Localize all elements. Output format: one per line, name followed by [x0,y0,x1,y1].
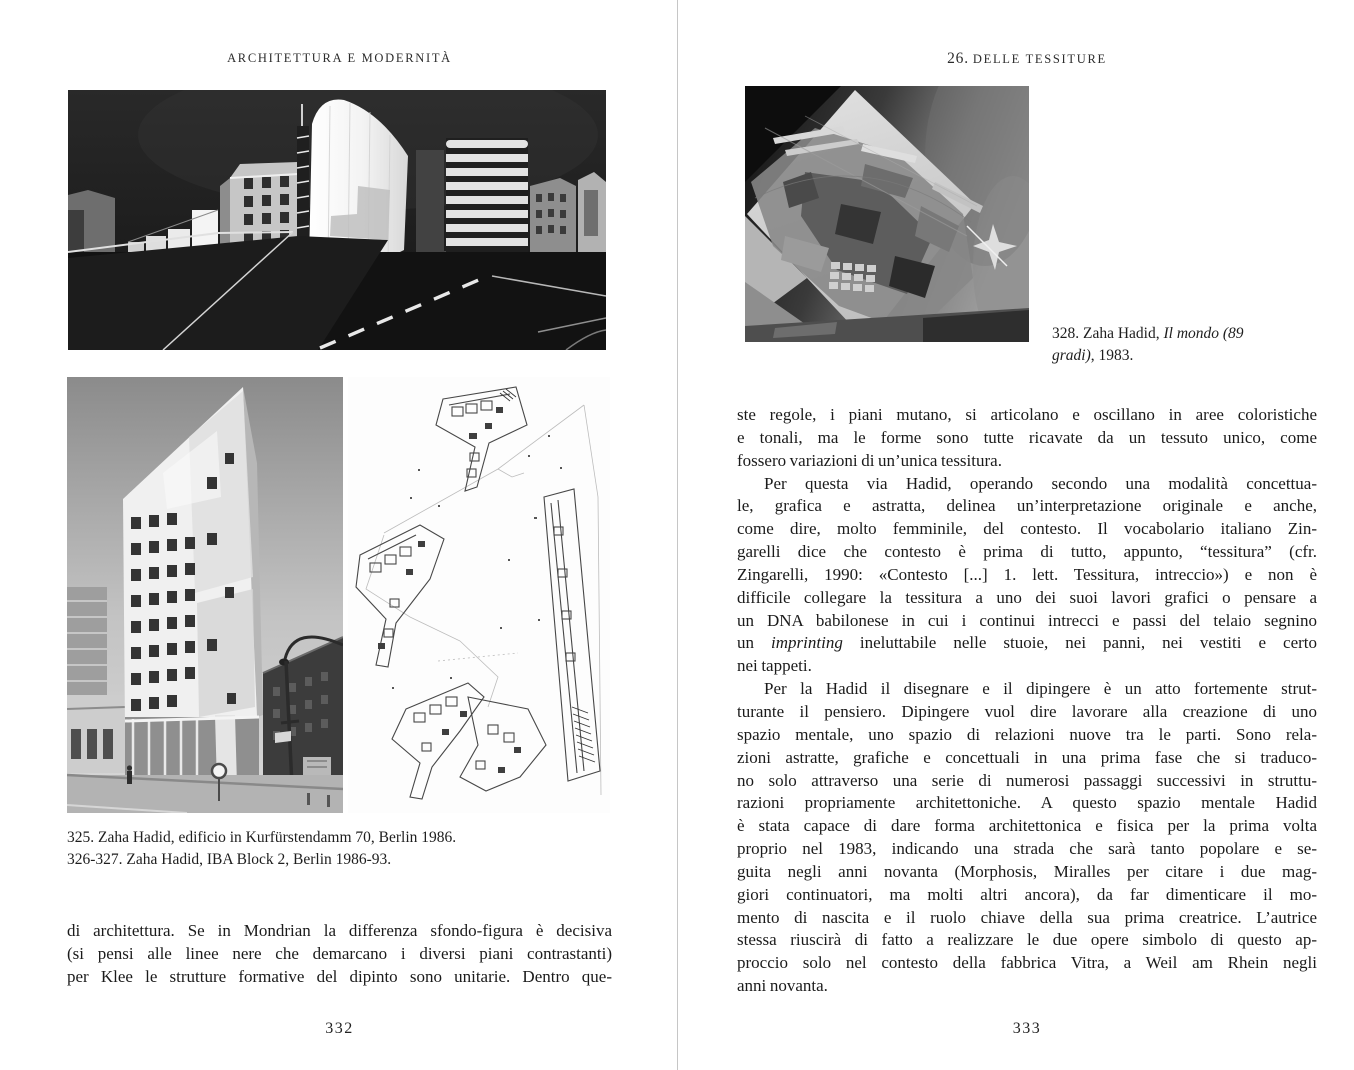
text-line: di architettura. Se in Mondrian la differenza sfondo-figura è decisiva [67,921,612,940]
text-line: (si pensi alle linee nere che demarcano i diversi piani contrastanti) [67,944,612,963]
paragraph [67,919,612,988]
text-line: difficile collegare la tessitura a uno dei suoi lavori grafici o pensare a [737,587,1317,607]
figure-iba-building-photo [67,377,343,813]
figure-il-mondo-painting [745,86,1029,342]
text-line: stessa riuscirà di fatto a realizzare le due opere simbolo di questo ap- [737,930,1317,950]
left-running-head: ARCHITETTURA E MODERNITÀ [227,51,452,65]
figure-iba-plans-drawing [348,377,610,813]
caption-line: 326-327. Zaha Hadid, IBA Block 2, Berlin 1986-93. [67,850,392,868]
text-line: razioni propriamente architettoniche. A questo spazio mentale Hadid [737,793,1317,813]
paragraph [737,678,1317,998]
text-line: zioni astratte, grafiche e concettuali in una prima fase che si traduco- [737,747,1317,767]
left-page-number: 332 [325,1020,354,1037]
text-line: garelli dice che contesto è prima di tutto, appunto, “tessitura” (cfr. [737,542,1317,562]
text-line: Zingarelli, 1990: «Contesto [...] 1. lett. Tessitura, intreccio») e non è [737,564,1317,584]
caption-line: 328. Zaha Hadid, Il mondo (89 [1052,325,1244,342]
page-divider-line [677,0,678,1070]
chapter-number: 26. [947,50,969,67]
right-page-number: 333 [1012,1020,1042,1037]
right-body-text [737,404,1317,998]
paragraph [737,404,1317,473]
text-line: mento di nascita e il ruolo chiave della sua prima creatrice. L’autrice [737,907,1317,927]
paragraph [737,473,1317,679]
caption-line: 325. Zaha Hadid, edificio in Kurfürstendamm 70, Berlin 1986. [67,829,457,846]
text-line: turante il pensiero. Dipingere vuol dire lavorare alla creazione di uno [737,701,1317,721]
text-line: no solo attraverso una serie di numerosi passaggi successivi in struttu- [737,770,1317,790]
text-line: Per la Hadid il disegnare e il dipingere è un atto fortemente strut- [764,679,1317,699]
painting-caption [1052,323,1326,366]
text-line: spazio mentale, uno spazio di relazioni nuove tra le parti. Sono rela- [737,724,1317,744]
text-line: un DNA babilonese in cui i continui intrecci e passi del telaio segnino [737,610,1317,630]
text-line: un imprinting ineluttabile nelle stuoie, nei panni, nei vestiti e certo [737,633,1317,653]
text-line: proccio solo nel contesto della fabbrica Vitra, a Weil am Rhein negli [737,953,1317,973]
text-line: per Klee le strutture formative del dipinto sono unitarie. Dentro que- [67,967,612,986]
text-line: proprio nel 1983, indicando una strada che sarà tanto popolare e se- [737,839,1317,859]
right-running-head [737,50,1317,68]
text-line: le, grafica e astratta, delinea un’interpretazione originale e anche, [737,496,1317,516]
left-figure-captions [67,827,612,870]
text-line: nei tappeti. [737,656,812,676]
text-line: come dire, molto femminile, del contesto. Il vocabolario italiano Zin- [737,519,1317,539]
left-body-text [67,919,612,988]
text-line: giori continuatori, ma molti altri ancora), da far dimenticare il mo- [737,884,1317,904]
chapter-title: DELLE TESSITURE [972,52,1107,66]
text-line: è stata capace di dare forma architettonica e fisica per la prima volta [737,816,1317,836]
text-line: fossero variazioni di un’unica tessitura. [737,450,1002,470]
caption-line: gradi), 1983. [1052,346,1134,364]
text-line: anni novanta. [737,976,828,996]
text-line: guita negli anni novanta (Morphosis, Miralles per citare i due mag- [737,861,1317,881]
figure-kurfuerstendamm-montage [68,90,606,350]
text-line: e tonali, ma le forme sono tutte ricavate da un tessuto unico, come [737,427,1317,447]
text-line: Per questa via Hadid, operando secondo una modalità concettua- [764,473,1317,493]
text-line: ste regole, i piani mutano, si articolano e oscillano in aree coloristiche [737,405,1317,424]
